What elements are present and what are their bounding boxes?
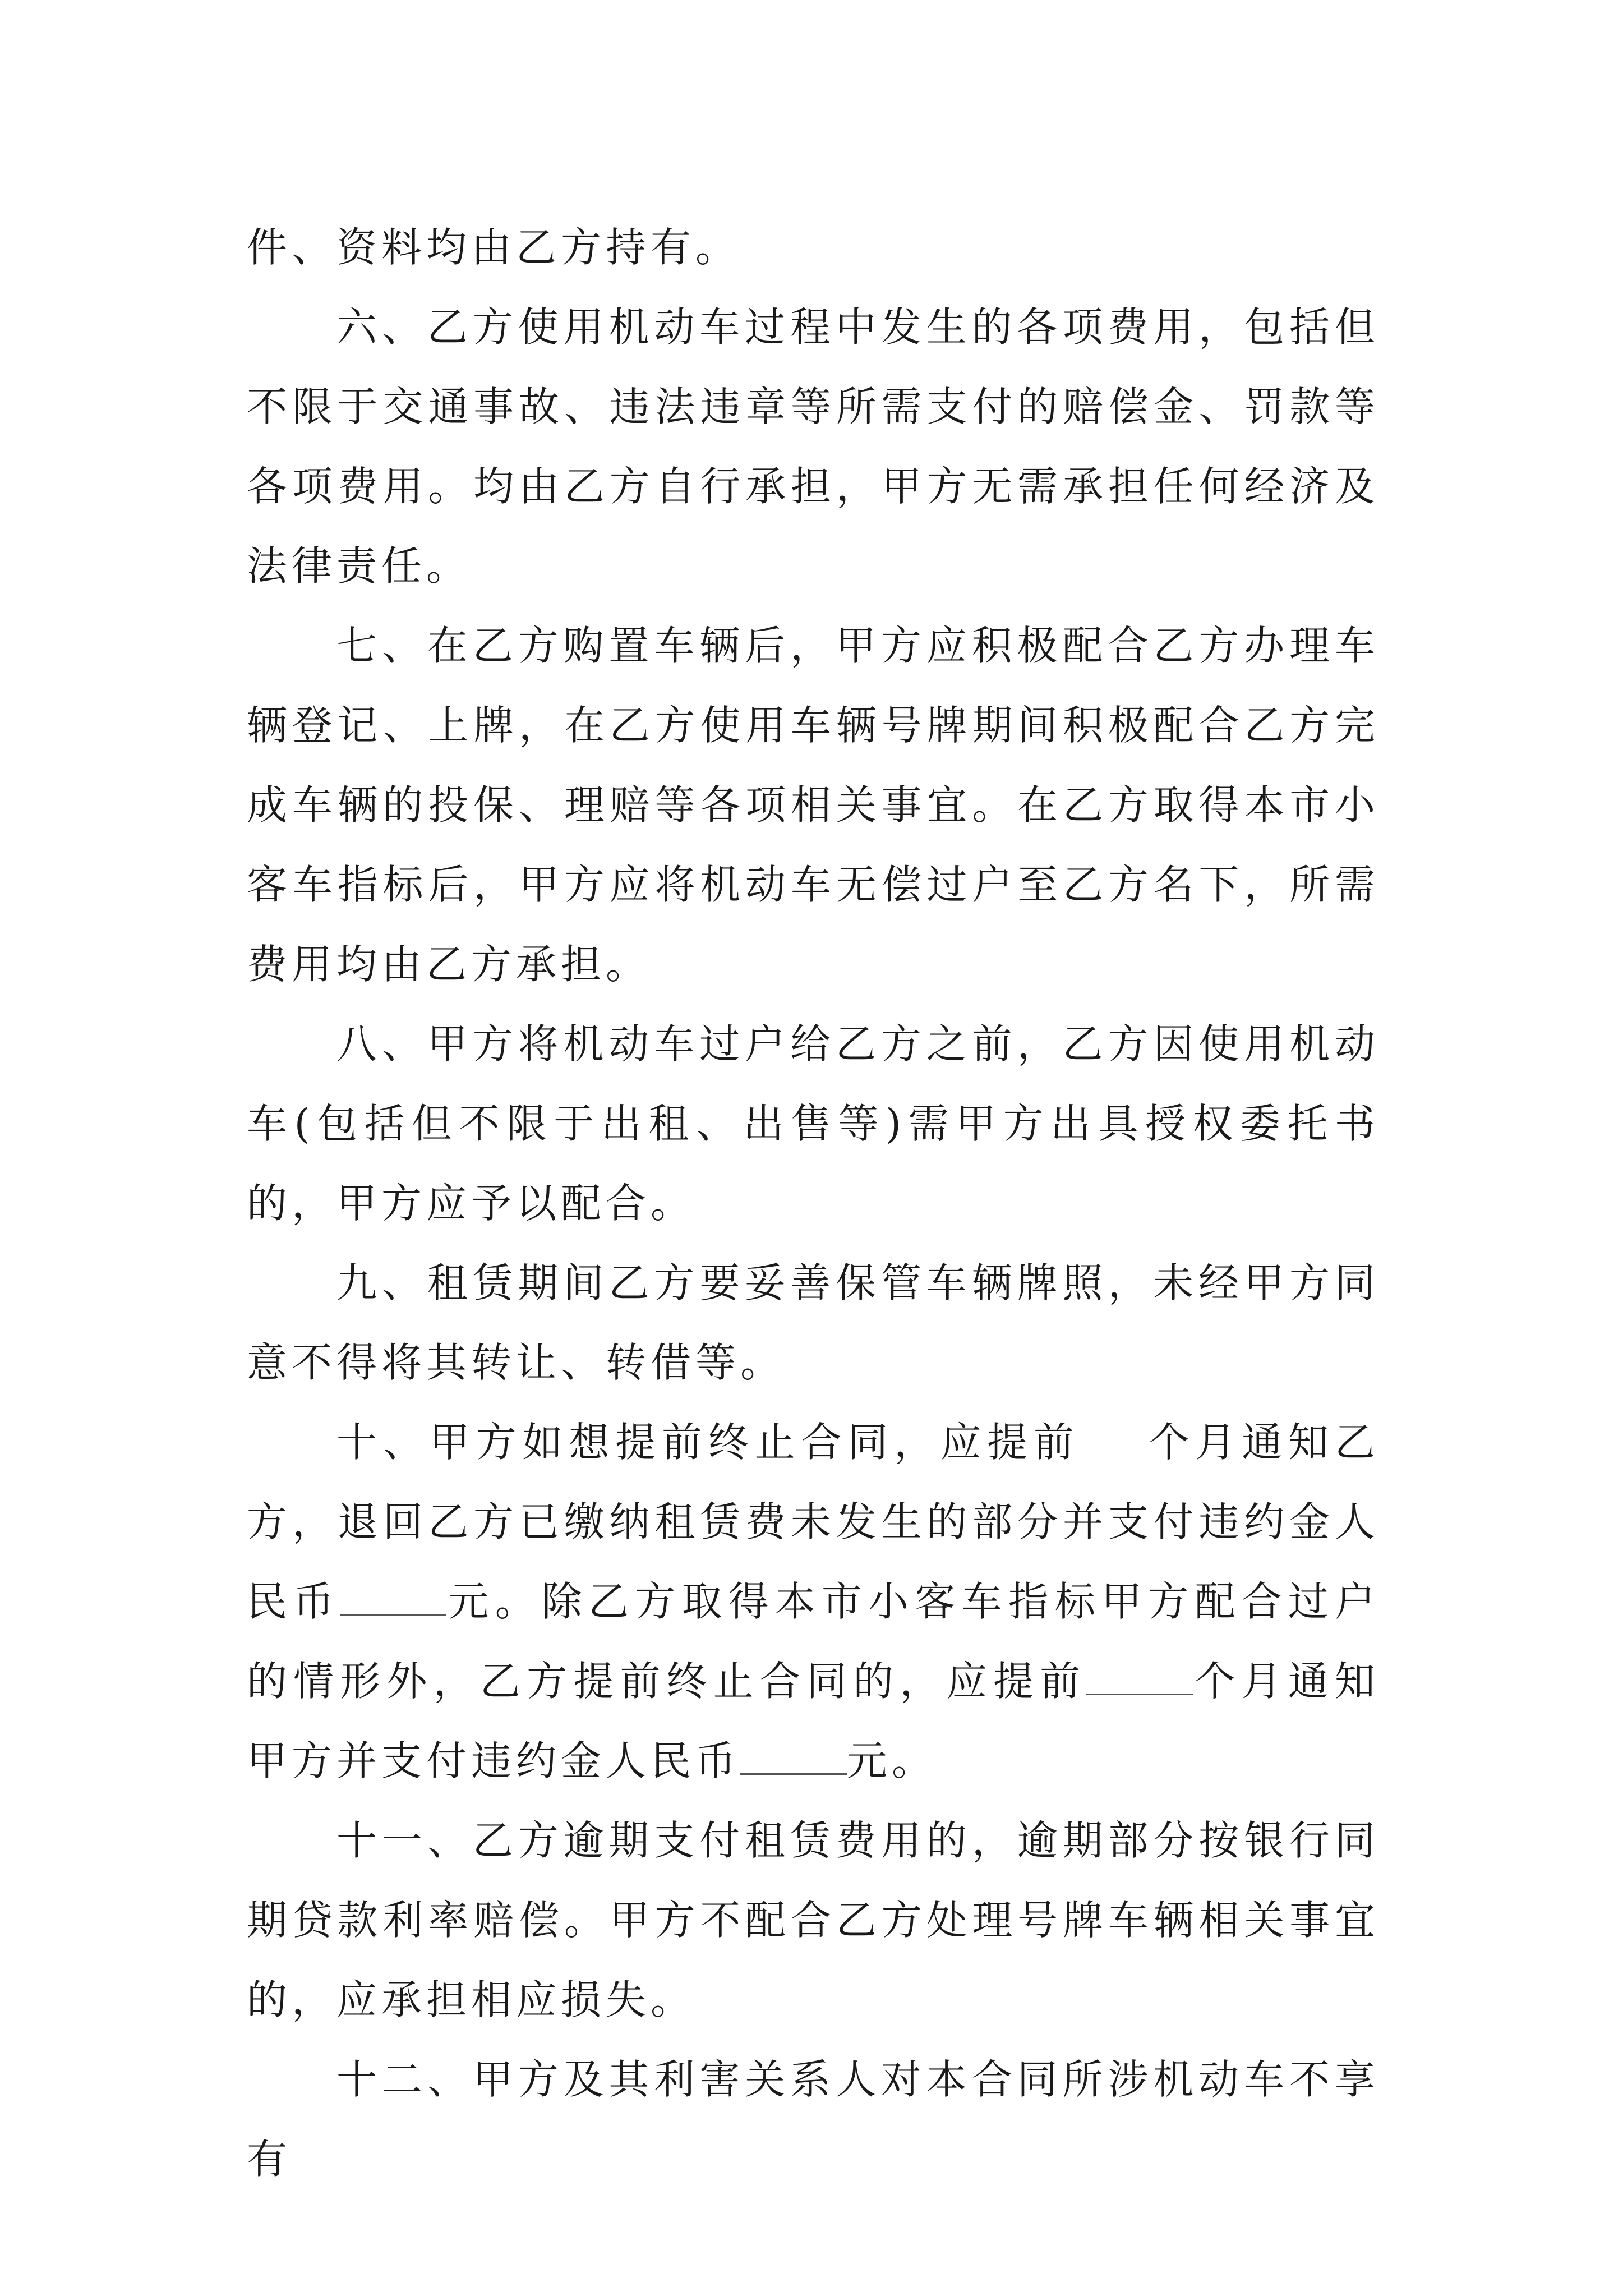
blank-notice-months-party-b: [1086, 1649, 1193, 1695]
clause-10: [247, 1402, 1380, 1801]
clause-10-part-5: 元。: [847, 1737, 937, 1784]
clause-8: 八、甲方将机动车过户给乙方之前，乙方因使用机动车(包括但不限于出租、出售等)需甲方出具授权委托书的，甲方应予以配合。: [247, 1020, 1380, 1227]
clause-10-part-1: 十、甲方如想提前终止合同，应提前: [336, 1419, 1080, 1466]
clause-11: 十一、乙方逾期支付租赁费用的，逾期部分按银行同期贷款利率赔偿。甲方不配合乙方处理号牌车辆相关事宜的，应承担相应损失。: [247, 1817, 1380, 2023]
clause-10-part-4: 个月通知甲方并支付违约金人民币: [247, 1658, 1380, 1784]
blank-notice-months-party-a: [1080, 1410, 1147, 1456]
blank-penalty-amount-party-a: [340, 1569, 446, 1616]
clause-10-part-2: 个月通知乙方，退回乙方已缴纳租赁费未发生的部分并支付违约金人民币: [247, 1419, 1380, 1625]
clause-12: 十二、甲方及其利害关系人对本合同所涉机动车不享有: [247, 2056, 1380, 2183]
contract-body: [247, 208, 1380, 2199]
clause-9: 九、租赁期间乙方要妥善保管车辆牌照，未经甲方同意不得将其转让、转借等。: [247, 1259, 1380, 1386]
clause-10-part-3: 元。除乙方取得本市小客车指标甲方配合过户的情形外，乙方提前终止合同的，应提前: [247, 1578, 1380, 1705]
clause-6: 六、乙方使用机动车过程中发生的各项费用，包括但不限于交通事故、违法违章等所需支付的赔偿金、罚款等各项费用。均由乙方自行承担，甲方无需承担任何经济及法律责任。: [247, 303, 1380, 590]
clause-7: 七、在乙方购置车辆后，甲方应积极配合乙方办理车辆登记、上牌，在乙方使用车辆号牌期间积极配合乙方完成车辆的投保、理赔等各项相关事宜。在乙方取得本市小客车指标后，甲方应将机动车无偿过户至乙方名下，所需费用均由乙方承担。: [247, 622, 1380, 988]
paragraph-continuation: 件、资料均由乙方持有。: [247, 224, 741, 271]
blank-penalty-amount-party-b: [740, 1728, 847, 1775]
